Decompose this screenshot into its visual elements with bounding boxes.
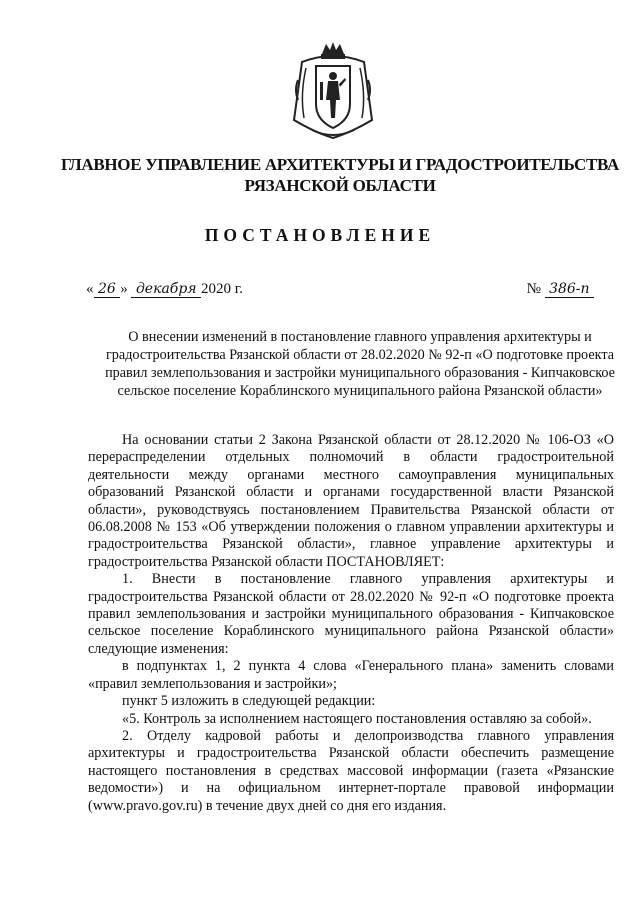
- item-2-paragraph: 2. Отделу кадровой работы и делопроизводства главного управления архитектуры и градостроительства Рязанской области обеспечить размещение настоящего постановления в средствах массовой информации (газета «Рязанские ведомости») и на официальном интернет-портале правовой информации (www.pravo.gov.ru) в течение двух дней со дня его издания.: [88, 727, 614, 814]
- document-type-title: ПОСТАНОВЛЕНИЕ: [204, 225, 436, 245]
- item-1-paragraph: 1. Внести в постановление главного управления архитектуры и градостроительства Рязанской области от 28.02.2020 № 92-п «О подготовке проекта правил землепользования и застройки муниципального образования - Кипчаковское сельское поселение Кораблинского муниципального района Рязанской области» следующие изменения:: [88, 571, 614, 657]
- document-body: [88, 432, 614, 815]
- ryazan-coat-of-arms-icon: [292, 40, 374, 142]
- agency-name-line1: ГЛАВНОЕ УПРАВЛЕНИЕ АРХИТЕКТУРЫ И ГРАДОСТРОИТЕЛЬСТВА: [61, 155, 619, 174]
- date-day: 26: [94, 282, 121, 298]
- document-subject: О внесении изменений в постановление главного управления архитектуры и градостроительства Рязанской области от 28.02.2020 № 92-п «О подготовке проекта правил землепользования и застройки муниципального образования - Кипчаковское сельское поселение Кораблинского муниципального района Рязанской области»: [105, 329, 615, 399]
- number-label: №: [526, 281, 541, 297]
- preamble-paragraph: На основании статьи 2 Закона Рязанской области от 28.12.2020 № 106-ОЗ «О перераспределении отдельных полномочий в области градостроительной деятельности между органами местного самоуправления муниципальных образований Рязанской области и органами государственной власти Рязанской области», руководствуясь постановлением Правительства Рязанской области от 06.08.2008 № 153 «Об утверждении положения о главном управлении архитектуры и градостроительства Рязанской области», главное управление архитектуры и градостроительства Рязанской области ПОСТАНОВЛЯЕТ:: [88, 432, 614, 570]
- date-month: декабря: [131, 282, 201, 298]
- date-close-quote: »: [120, 281, 128, 297]
- agency-name-line2: РЯЗАНСКОЙ ОБЛАСТИ: [244, 176, 436, 195]
- item-1-change-c: «5. Контроль за исполнением настоящего постановления оставляю за собой».: [122, 710, 592, 727]
- document-date: [86, 281, 243, 298]
- date-year: 2020 г.: [201, 281, 244, 297]
- document-number: [527, 281, 594, 298]
- date-open-quote: «: [86, 281, 94, 297]
- number-value: 386-п: [545, 282, 594, 298]
- item-1-change-a: в подпунктах 1, 2 пункта 4 слова «Генерального плана» заменить словами «правил землепользования и застройки»;: [88, 658, 614, 692]
- item-1-change-b: пункт 5 изложить в следующей редакции:: [122, 693, 376, 710]
